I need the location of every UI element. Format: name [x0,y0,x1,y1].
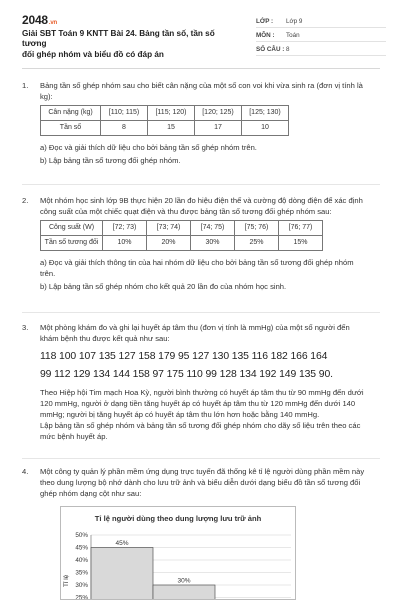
question-separator [22,184,380,185]
question-body [40,80,378,166]
table-cell: [125; 130) [242,106,289,121]
question-number: 3. [22,323,29,332]
page-title-line-2: đối ghép nhóm và biểu đồ có đáp án [22,49,164,59]
question-number: 4. [22,467,29,476]
question-1 [22,80,378,168]
question-3 [22,322,378,444]
question-text-line: công suất của một chiếc quạt điện và thu được bảng tần số tương đối ghép nhóm sau: [40,207,332,216]
question-text-line: ghép nhóm dạng cột như sau: [40,489,142,498]
subquestion-a: a) Đọc và giải thích dữ liệu cho bởi bảng tần số ghép nhóm trên. [40,143,257,153]
subquestion-a [40,257,378,279]
meta-row-class [256,14,386,28]
table-cell: 10 [242,121,289,136]
paragraph-line: Theo Hiệp hội Tim mạch Hoa Kỳ, người bình thường có huyết áp tâm thu từ 90 mmHg đến dưới [40,388,364,398]
table-header-row [41,221,323,236]
table-cell: Cân nặng (kg) [41,106,101,121]
logo-suffix: .vn [48,20,57,26]
table-cell: 15% [279,236,323,251]
data-line-1: 118 100 107 135 127 158 179 95 127 130 135 116 182 166 164 [40,351,328,362]
bar-chart [60,506,296,600]
meta-key: LỚP : [256,18,274,25]
meta-row-subject [256,28,386,42]
meta-key: SỐ CÂU : [256,46,285,53]
header-divider [22,68,380,69]
question-number: 1. [22,81,29,90]
table-cell: Tần số [41,121,101,136]
question-text [40,195,378,217]
meta-value: Lớp 9 [286,18,303,25]
subquestion-b: b) Lập bảng tần số ghép nhóm cho kết quả 20 lần đo của nhóm học sinh. [40,282,287,292]
question-text-line: kg): [40,92,53,101]
table-cell: Tần số tương đối [41,236,103,251]
table-cell: Công suất (W) [41,221,103,236]
paragraph-line: 120 mmHg, người ở dạng tiền tăng huyết áp có huyết áp tâm thu từ 120 mmHg đến dưới 140 [40,399,356,409]
y-tick-label: 40% [75,557,88,565]
table-cell: 15 [148,121,195,136]
site-logo[interactable] [22,12,57,29]
question-text [40,466,378,499]
subquestion-text-line: a) Đọc và giải thích thông tin của hai nhóm dữ liệu cho bởi bảng tần số tương đối ghép nhóm [40,258,354,268]
question-text-line: Một công ty quản lý phần mềm ứng dụng trực tuyến đã thống kê tỉ lệ người dùng phần mềm này [40,467,365,476]
table-cell: [110; 115) [101,106,148,121]
question-paragraph [40,387,378,442]
subquestion-text-line: trên. [40,269,56,279]
y-tick-label: 50% [75,532,88,540]
document-header [22,12,382,58]
blood-pressure-data [40,348,378,384]
y-tick-label: 45% [75,544,88,552]
question-text-line: theo dung lượng bộ nhớ dành cho lưu trữ ảnh và biểu diễn dưới dạng biểu đồ tần số tương đối [40,478,361,487]
meta-row-count [256,42,386,56]
question-text [40,322,378,344]
table-cell: [75; 76) [235,221,279,236]
question-2 [22,195,378,294]
paragraph-line: mmHg; người bị tăng huyết áp có huyết áp tâm thu lớn hơn hoặc bằng 140 mmHg. [40,410,320,420]
table-cell: 30% [191,236,235,251]
table-header-row [41,106,289,121]
question-separator [22,458,380,459]
question-body [40,195,378,292]
logo-text: 2048 [22,13,48,27]
paragraph-line: Lập bảng tần số ghép nhóm và bảng tần số tương đối ghép nhóm cho dãy số liệu trên theo các [40,421,361,431]
chart-canvas [61,507,296,600]
question-separator [22,312,380,313]
bar-data-label: 45% [115,540,129,547]
chart-bar [91,548,153,600]
subquestion-b: b) Lập bảng tần số tương đối ghép nhóm. [40,156,181,166]
meta-value: Toán [286,32,300,39]
question-number: 2. [22,196,29,205]
chart-bar [153,585,215,600]
page-title-line-1: Giải SBT Toán 9 KNTT Bài 24. Bảng tần số, tần số tương [22,29,215,49]
table-row [41,236,323,251]
relative-frequency-table [40,220,323,251]
question-text-line: khám bệnh thu được kết quả như sau: [40,334,170,343]
bar-data-label: 30% [177,577,191,585]
page-title [22,29,237,60]
table-cell: 20% [147,236,191,251]
question-text [40,80,378,102]
chart-title: Tỉ lệ người dùng theo dung lượng lưu trữ ảnh [94,514,262,523]
table-row [41,121,289,136]
table-cell: 17 [195,121,242,136]
table-cell: [73; 74) [147,221,191,236]
y-tick-label: 30% [75,582,88,590]
question-text-line: Bảng tần số ghép nhóm sau cho biết cân nặng của một số con voi khi vừa sinh ra (đơn vị tính là [40,81,363,90]
question-text-line: Một phòng khám đo và ghi lại huyết áp tâm thu (đơn vị tính là mmHg) của một số người đến [40,323,350,332]
meta-key: MÔN : [256,32,275,39]
paragraph-line: mức bệnh huyết áp. [40,432,108,442]
question-4 [22,466,378,501]
table-cell: [74; 75) [191,221,235,236]
data-line-2: 99 112 129 134 144 158 97 175 110 99 128 134 192 149 135 90. [40,369,333,381]
table-cell: [115; 120) [148,106,195,121]
table-cell: 8 [101,121,148,136]
y-tick-label: 35% [75,569,88,577]
meta-value: 8 [286,46,290,53]
table-cell: [76; 77) [279,221,323,236]
question-text-line: Một nhóm học sinh lớp 9B thực hiện 20 lần đo hiệu điện thế và cường độ dòng điện để xác định [40,196,363,205]
y-axis-label: Tỉ lệ [63,574,70,587]
question-body [40,466,378,499]
y-tick-label: 25% [75,594,88,600]
table-cell: [120; 125) [195,106,242,121]
table-cell: 25% [235,236,279,251]
frequency-table [40,105,289,136]
meta-panel [256,14,386,56]
table-cell: [72; 73) [103,221,147,236]
table-cell: 10% [103,236,147,251]
question-body [40,322,378,442]
